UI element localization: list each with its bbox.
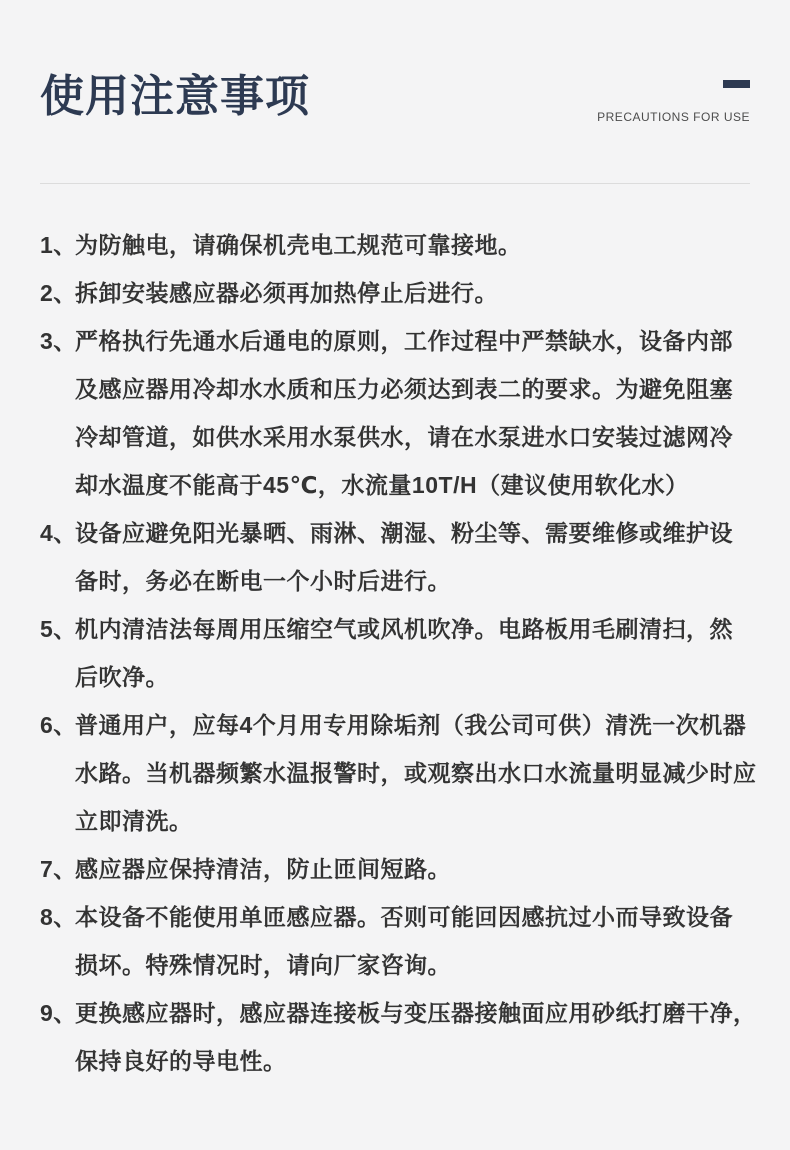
precaution-line [40,797,752,845]
item-line-text: 及感应器用冷却水水质和压力必须达到表二的要求。为避免阻塞 [75,376,733,402]
item-line-text: 冷却管道，如供水采用水泵供水，请在水泵进水口安装过滤网冷 [75,424,733,450]
item-line-text: 更换感应器时，感应器连接板与变压器接触面应用砂纸打磨干净， [75,1000,757,1026]
item-number: 7、 [40,856,77,882]
precaution-line [40,509,752,557]
page-subtitle-english: PRECAUTIONS FOR USE [597,110,750,124]
precaution-line [40,365,752,413]
header-divider [40,183,750,184]
item-line-text: 感应器应保持清洁，防止匝间短路。 [75,856,451,882]
item-number: 2、 [40,280,77,306]
precaution-line [40,269,752,317]
precaution-item [40,893,752,989]
precaution-line [40,941,752,989]
precaution-line [40,749,757,797]
precaution-line [40,317,752,365]
precaution-line [40,989,757,1037]
precaution-item [40,701,757,845]
page-title: 使用注意事项 [40,72,310,121]
item-line-text: 机内清洁法每周用压缩空气或风机吹净。电路板用毛刷清扫，然 [75,616,733,642]
precaution-item [40,317,752,509]
item-line-text: 本设备不能使用单匝感应器。否则可能回因感抗过小而导致设备 [75,904,733,930]
dash-icon [723,80,750,88]
precaution-line [40,557,752,605]
precaution-item [40,845,752,893]
item-line-text: 立即清洗。 [75,808,193,834]
item-line-text: 严格执行先通水后通电的原则，工作过程中严禁缺水，设备内部 [75,328,733,354]
item-number: 6、 [40,712,77,738]
precaution-item [40,605,752,701]
item-line-text: 拆卸安装感应器必须再加热停止后进行。 [75,280,498,306]
precaution-item [40,989,757,1085]
item-number: 3、 [40,328,77,354]
item-number: 9、 [40,1000,77,1026]
item-line-text: 备时，务必在断电一个小时后进行。 [75,568,451,594]
precaution-line [40,845,752,893]
item-number: 4、 [40,520,77,546]
precaution-line [40,413,752,461]
precaution-line [40,461,752,509]
precaution-line [40,221,752,269]
item-line-text: 损坏。特殊情况时，请向厂家咨询。 [75,952,451,978]
precautions-list [40,221,757,1085]
precaution-line [40,605,752,653]
precaution-line [40,1037,752,1085]
precaution-line [40,653,752,701]
item-line-text: 为防触电，请确保机壳电工规范可靠接地。 [75,232,522,258]
item-line-text: 水路。当机器频繁水温报警时，或观察出水口水流量明显减少时应 [75,760,757,786]
item-line-text: 后吹净。 [75,664,169,690]
precaution-item [40,269,752,317]
precaution-line [40,893,752,941]
precaution-item [40,509,752,605]
item-number: 5、 [40,616,77,642]
item-line-text: 却水温度不能高于45℃，水流量10T/H（建议使用软化水） [75,472,689,498]
item-line-text: 设备应避免阳光暴晒、雨淋、潮湿、粉尘等、需要维修或维护设 [75,520,733,546]
item-number: 8、 [40,904,77,930]
precaution-line [40,701,752,749]
item-number: 1、 [40,232,77,258]
precaution-item [40,221,752,269]
item-line-text: 普通用户，应每4个月用专用除垢剂（我公司可供）清洗一次机器 [75,712,747,738]
item-line-text: 保持良好的导电性。 [75,1048,287,1074]
